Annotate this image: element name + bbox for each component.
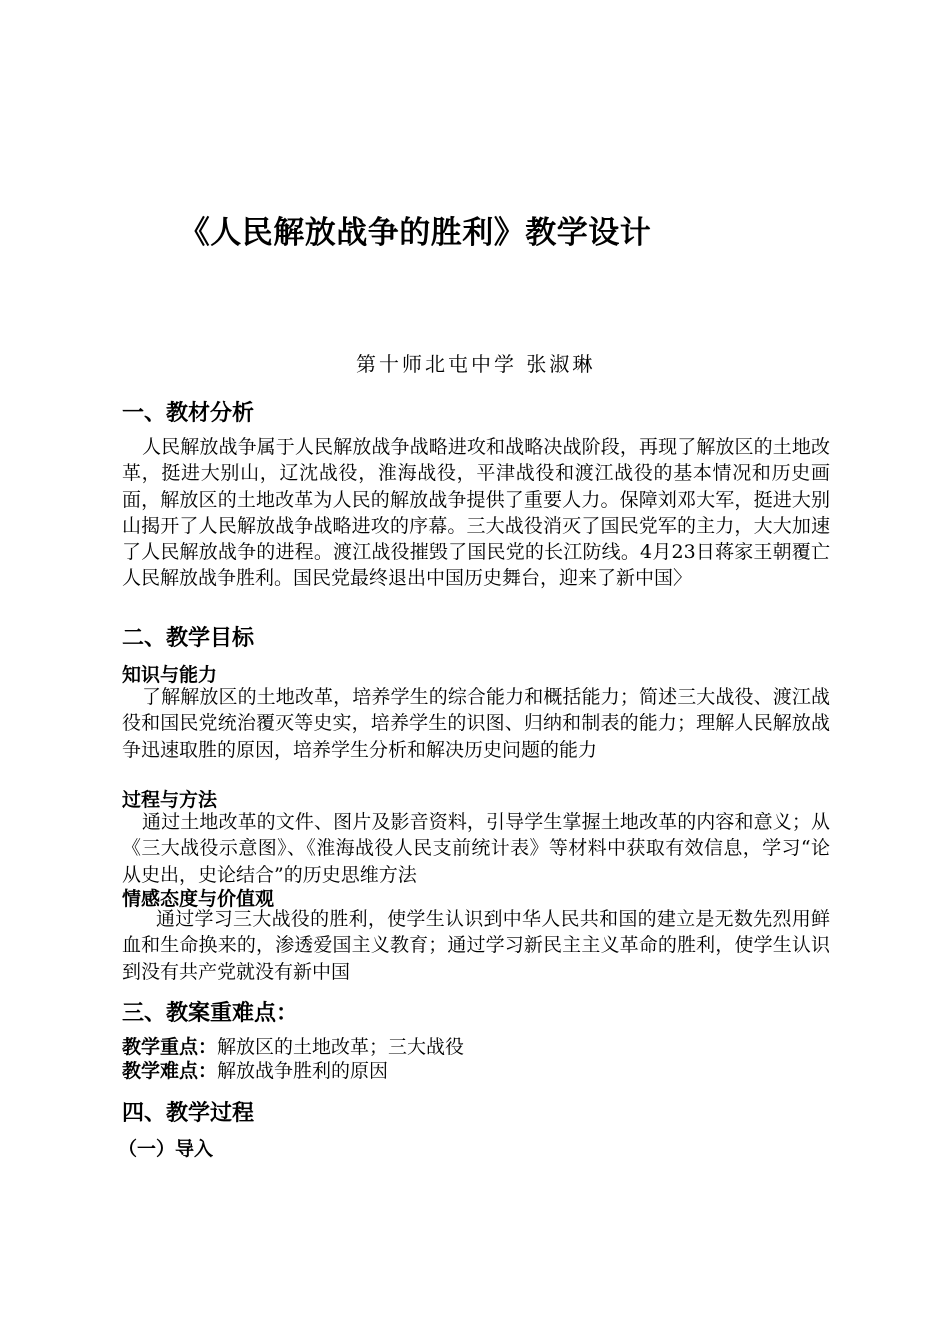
section-heading-process: 四、教学过程 [122, 1101, 255, 1126]
document-title: 《人民解放战争的胜利》教学设计 [178, 215, 652, 251]
subheading-process: 过程与方法 [122, 789, 218, 811]
difficulty-text: 解放战争胜利的原因 [217, 1060, 389, 1082]
key-point-line [122, 1035, 464, 1059]
key-point-label: 教学重点： [122, 1036, 218, 1058]
section-heading-analysis: 一、教材分析 [122, 401, 255, 426]
difficulty-label: 教学难点： [122, 1060, 218, 1082]
section-heading-objectives: 二、教学目标 [122, 626, 255, 651]
analysis-paragraph: 人民解放战争属于人民解放战争战略进攻和战略决战阶段，再现了解放区的土地改革，挺进大别山，辽沈战役，淮海战役，平津战役和渡江战役的基本情况和历史画面，解放区的土地改革为人民的解放战争提供了重要人力。保障刘邓大军，挺进大别山揭开了人民解放战争战略进攻的序幕。三大战役消灭了国民党军的主力，大大加速了人民解放战争的进程。渡江战役摧毁了国民党的长江防线。4月23日蒋家王朝覆亡人民解放战争胜利。国民党最终退出中国历史舞台，迎来了新中国〉 [122, 436, 830, 590]
subheading-values: 情感态度与价值观 [122, 888, 275, 910]
subheading-intro: （一）导入 [118, 1138, 214, 1160]
author-line: 第十师北屯中学 张淑琳 [356, 352, 596, 376]
values-paragraph: 通过学习三大战役的胜利，使学生认识到中华人民共和国的建立是无数先烈用鲜血和生命换来的，渗透爱国主义教育；通过学习新民主主义革命的胜利，使学生认识到没有共产党就没有新中国 [122, 908, 830, 983]
process-paragraph: 通过土地改革的文件、图片及影音资料，引导学生掌握土地改革的内容和意义；从《三大战役示意图》、《淮海战役人民支前统计表》等材料中获取有效信息，学习“论从史出，史论结合”的历史思维方法 [122, 811, 830, 886]
key-point-text: 解放区的土地改革；三大战役 [217, 1036, 465, 1058]
difficulty-line [122, 1059, 388, 1083]
section-heading-focus: 三、教案重难点： [122, 1001, 299, 1026]
subheading-knowledge: 知识与能力 [122, 664, 218, 686]
knowledge-paragraph: 了解解放区的土地改革，培养学生的综合能力和概括能力；简述三大战役、渡江战役和国民党统治覆灭等史实，培养学生的识图、归纳和制表的能力；理解人民解放战争迅速取胜的原因，培养学生分析和解决历史问题的能力 [122, 686, 830, 761]
